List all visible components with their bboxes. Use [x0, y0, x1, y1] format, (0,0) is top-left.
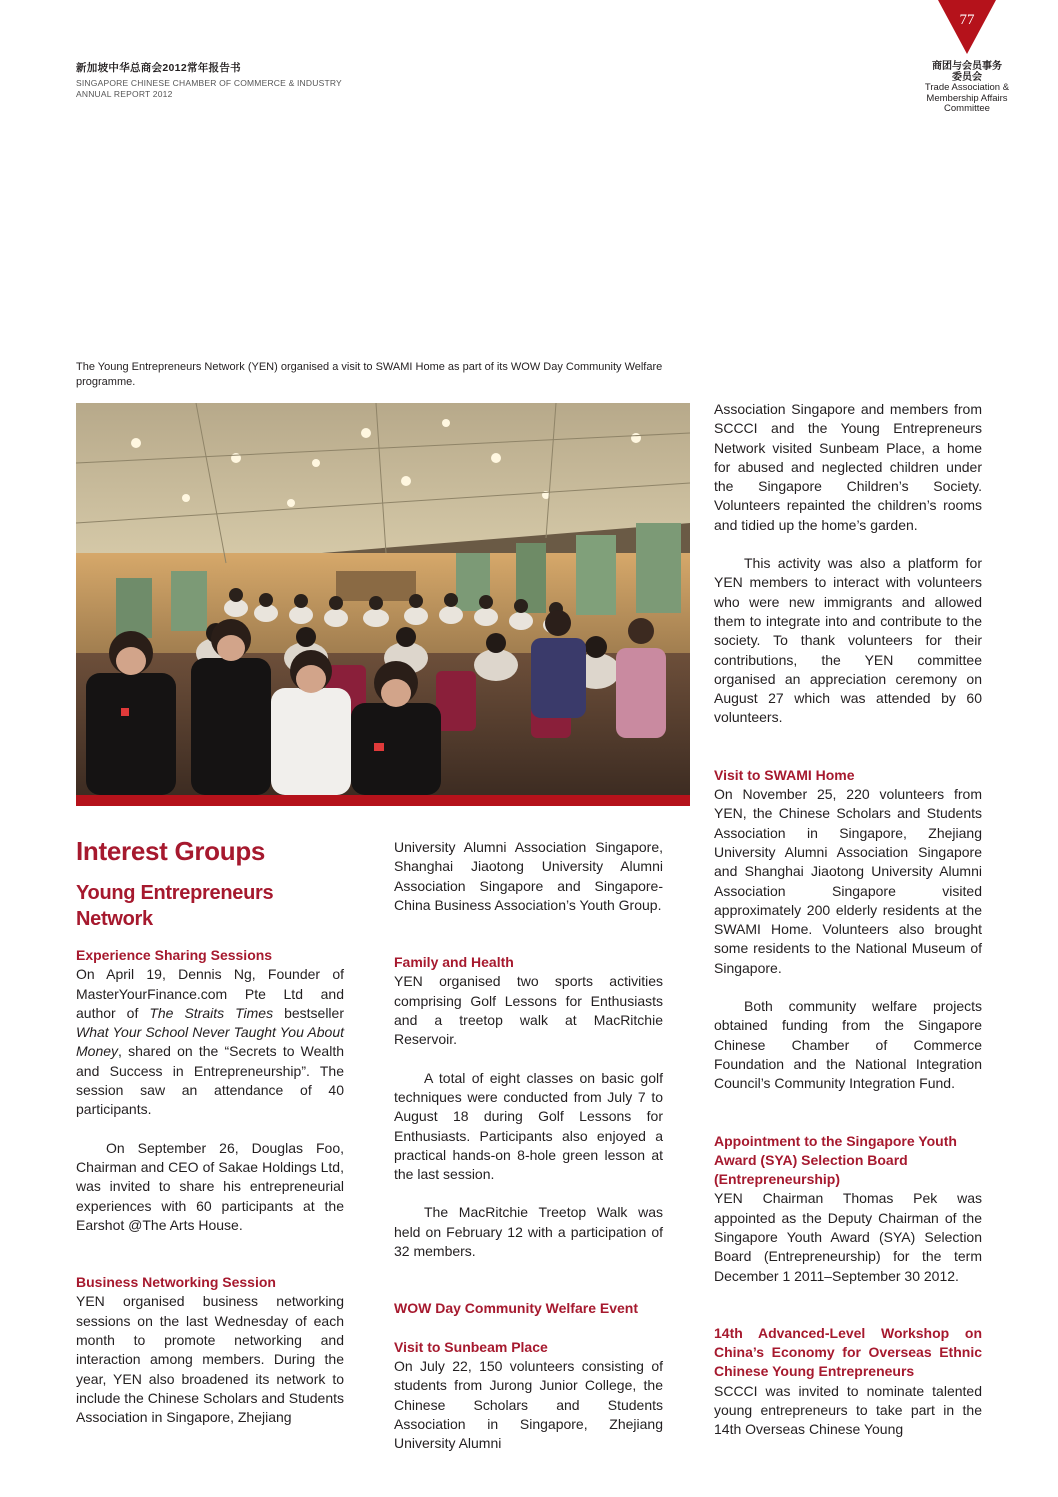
event-photo — [76, 403, 690, 795]
section-label — [906, 62, 1028, 115]
paragraph-workshop: SCCCI was invited to nominate talented young entrepreneurs to take part in the 14th Overseas Chinese Young — [714, 1382, 982, 1438]
event-hall-illustration — [76, 403, 690, 795]
italic-text: The Straits Times — [149, 1004, 274, 1021]
paragraph-swami: On November 25, 220 volunteers from YEN, the Chinese Scholars and Students Association in Singapore, Zhejiang University Alumni Association Singapore and Shanghai Jiaotong University Alumni Association Singapore visited approximately 200 elderly residents at the SWAMI Home. Volunteers also brought some residents to the National Museum of Singapore. — [714, 786, 982, 976]
report-name: ANNUAL REPORT 2012 — [76, 89, 173, 99]
paragraph-sya: YEN Chairman Thomas Pek was appointed as the Deputy Chairman of the Singapore Youth Award (SYA) Selection Board (Entrepreneurship) for the term December 1 2011–September 30 2012. — [714, 1190, 982, 1284]
report-title-en — [76, 78, 342, 100]
text-run: , shared on the “Secrets to Wealth and Success in Entrepreneurship”. The session saw an attendance of 40 participants. — [76, 1043, 344, 1118]
heading-family-health: Family and Health — [394, 954, 514, 971]
report-title-cn: 新加坡中华总商会2012常年报告书 — [76, 62, 241, 74]
text-run: bestseller — [273, 1004, 344, 1021]
paragraph-integration: This activity was also a platform for YEN members to interact with volunteers who were new immigrants and allowed them to integrate into and contribute to the society. To thank volunteers for their contributions, the YEN committee organised an appreciation ceremony on August 27 which was attended by 60 volunteers. — [714, 555, 982, 726]
italic-text: What Your School Never Taught You About Money — [76, 1024, 344, 1060]
heading-swami-home: Visit to SWAMI Home — [714, 766, 855, 783]
heading-experience-sharing: Experience Sharing Sessions — [76, 947, 273, 963]
photo-accent-bar — [76, 795, 690, 806]
section-label-en-2: Membership Affairs — [926, 92, 1008, 104]
subsection-title: Young Entrepreneurs Network — [76, 882, 274, 930]
heading-business-networking: Business Networking Session — [76, 1274, 276, 1291]
paragraph-experience-2: On September 26, Douglas Foo, Chairman and CEO of Sakae Holdings Ltd, was invited to share his entrepreneurial experiences with 60 participants at the Earshot @The Arts House. — [76, 1139, 344, 1233]
paragraph-networking: YEN organised business networking sessions on the last Wednesday of each month to promote networking and interaction among members. During the year, YEN also broadened its network to include the Chinese Scholars and Students Association in Singapore, Zhejiang — [76, 1293, 344, 1426]
heading-wow-day: WOW Day Community Welfare Event — [394, 1300, 639, 1317]
section-label-cn-1: 商团与会员事务 — [932, 61, 1002, 72]
section-label-cn-2: 委员会 — [952, 71, 982, 83]
heading-sya-board: Appointment to the Singapore Youth Award (SYA) Selection Board (Entrepreneurship) — [714, 1132, 957, 1188]
section-label-en-3: Committee — [944, 103, 990, 114]
column-2 — [394, 838, 663, 1453]
paragraph-family-2: A total of eight classes on basic golf techniques were conducted from July 7 to August 18 during Golf Lessons for Enthusiasts. Participants also enjoyed a practical hands-on 8-hole green lesson at the last session. — [394, 1069, 663, 1183]
paragraph-family-1: YEN organised two sports activities comprising Golf Lessons for Enthusiasts and a treetop walk at MacRitchie Reservoir. — [394, 973, 663, 1048]
column-1 — [76, 835, 344, 1428]
heading-workshop: 14th Advanced-Level Workshop on China’s Economy for Overseas Ethnic Chinese Young Entrepreneurs — [714, 1324, 982, 1380]
page-number: 77 — [959, 12, 975, 28]
paragraph-funding: Both community welfare projects obtained funding from the Singapore Chinese Chamber of Commerce Foundation and the National Integration Council’s Community Integration Fund. — [714, 998, 982, 1092]
paragraph-networking-cont: University Alumni Association Singapore, Shanghai Jiaotong University Alumni Association Singapore and Singapore-China Business Association’s Youth Group. — [394, 839, 663, 913]
paragraph-experience-1 — [76, 965, 344, 1119]
heading-sunbeam: Visit to Sunbeam Place — [394, 1338, 548, 1355]
section-label-en-1: Trade Association & — [924, 82, 1010, 93]
paragraph-sunbeam-cont: Association Singapore and members from SCCCI and the Young Entrepreneurs Network visited Sunbeam Place, a home for abused and neglected children under the Singapore Children’s Society. Volunteers repainted the children’s rooms and tidied up the home’s garden. — [714, 401, 982, 533]
text-run: On April 19, Dennis Ng, Founder of MasterYourFinance.com Pte Ltd and author of — [76, 966, 344, 1021]
org-name: SINGAPORE CHINESE CHAMBER OF COMMERCE & INDUSTRY — [76, 78, 342, 88]
photo-caption: The Young Entrepreneurs Network (YEN) organised a visit to SWAMI Home as part of its WOW Day Community Welfare programme. — [76, 361, 663, 388]
column-3 — [714, 400, 982, 1440]
paragraph-family-3: The MacRitchie Treetop Walk was held on February 12 with a participation of 32 members. — [394, 1204, 663, 1260]
section-title: Interest Groups — [76, 836, 266, 866]
paragraph-sunbeam: On July 22, 150 volunteers consisting of students from Jurong Junior College, the Chinese Scholars and Students Association in Singapore, Zhejiang University Alumni — [394, 1357, 663, 1452]
